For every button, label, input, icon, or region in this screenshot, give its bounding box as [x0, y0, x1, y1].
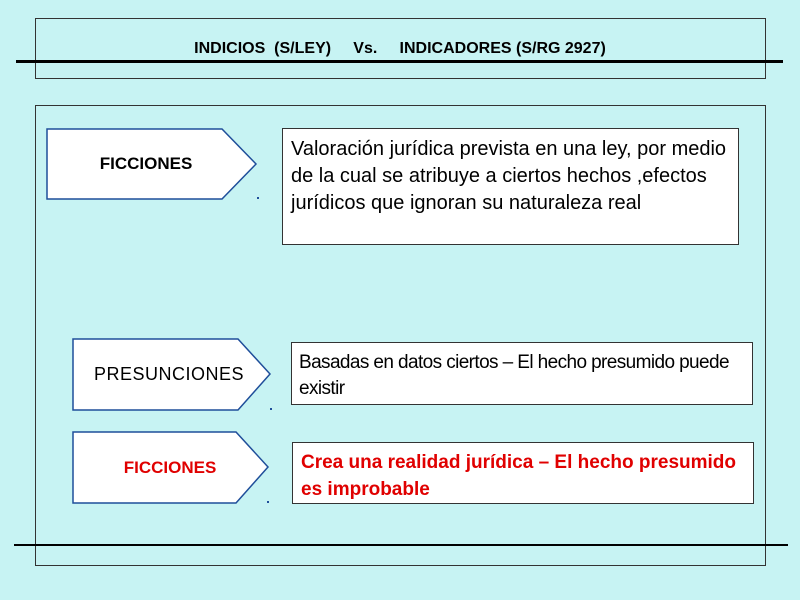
bullet-dot	[257, 197, 259, 199]
top-divider	[16, 60, 783, 63]
arrow-presunciones	[72, 338, 272, 411]
definition-text: Crea una realidad jurídica – El hecho presumido es improbable	[301, 452, 737, 500]
arrow-ficciones-1	[46, 128, 258, 200]
definition-box-2	[291, 342, 753, 405]
definition-text: Basadas en datos ciertos – El hecho presumido puede existir	[299, 352, 729, 399]
definition-text: Valoración jurídica prevista en una ley, por medio de la cual se atribuye a ciertos hechos ,efectos jurídicos que ignoran su naturaleza real	[291, 138, 727, 214]
bottom-divider	[14, 544, 788, 546]
bullet-dot	[267, 501, 269, 503]
arrow-label: PRESUNCIONES	[93, 364, 245, 384]
arrow-label: FICCIONES	[123, 457, 217, 477]
definition-box-1	[282, 128, 739, 245]
page-title: INDICIOS (S/LEY) Vs. INDICADORES (S/RG 2927)	[194, 40, 606, 57]
arrow-ficciones-2	[72, 431, 270, 504]
bullet-dot	[270, 408, 272, 410]
definition-box-3	[292, 442, 754, 504]
arrow-label: FICCIONES	[99, 154, 193, 173]
